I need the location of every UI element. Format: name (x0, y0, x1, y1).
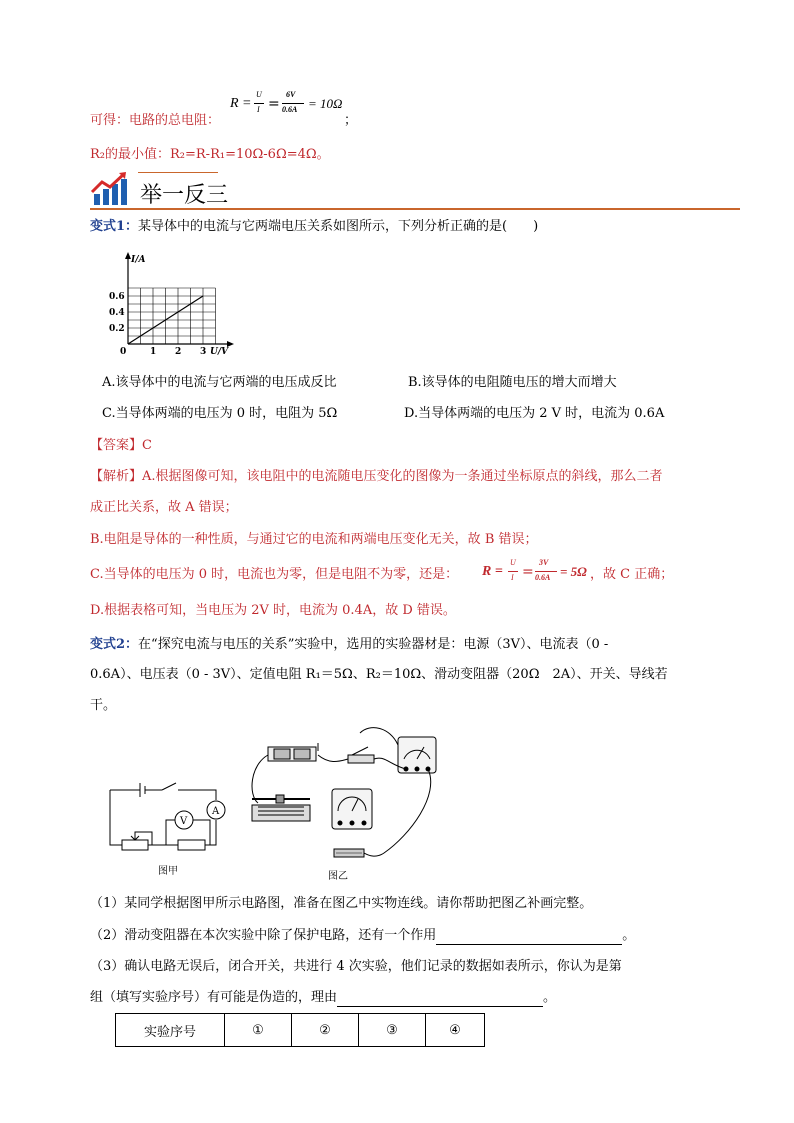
q2-label: 变式2： (90, 637, 139, 652)
q1-label: 变式1： (90, 219, 139, 234)
formula-den-06a: 0.6A (282, 105, 298, 114)
c-formula-r: R = (482, 564, 503, 579)
option-b: B.该导体的电阻随电压的增大而增大 (408, 375, 617, 390)
experiment-table (115, 1013, 485, 1047)
q2-sub1: （1）某同学根据图甲所示电路图，准备在图乙中实物连线。请你帮助把图乙补画完整。 (90, 896, 593, 911)
total-resistance-formula (230, 92, 350, 124)
conclusion-suffix: ； (344, 113, 358, 128)
q2-sub2-end: 。 (622, 928, 636, 943)
y-tick-0-2: 0.2 (109, 324, 125, 334)
frac-bar (535, 571, 557, 572)
answer-blank-3[interactable] (337, 1006, 543, 1007)
formula-den-i: I (257, 105, 260, 114)
c-den-i: I (511, 573, 514, 582)
q2-sub3-line1: （3）确认电路无误后，闭合开关，共进行 4 次实验，他们记录的数据如表所示，你认为是第 (90, 959, 622, 974)
formula-r: R = (230, 96, 252, 111)
table-row (116, 1014, 485, 1047)
apparatus-diagram (240, 725, 450, 885)
c-den-06a: 0.6A (535, 573, 551, 582)
y-tick-0-4: 0.4 (109, 308, 125, 318)
header-rule (90, 208, 740, 210)
analysis-d: D.根据表格可知，当电压为 2V 时，电流为 0.4A，故 D 错误。 (90, 603, 456, 618)
option-d: D.当导体两端的电压为 2 V 时，电流为 0.6A (404, 406, 665, 421)
total-resistance-label (90, 112, 220, 130)
y-tick-0-6: 0.6 (109, 292, 125, 302)
analysis-a-text: A.根据图像可知，该电阻中的电流随电压变化的图像为一条通过坐标原点的斜线，那么二者 (142, 469, 663, 484)
section-title: 举一反三 (140, 183, 229, 208)
fig-a-caption: 图甲 (158, 866, 178, 877)
ammeter-label: A (212, 806, 220, 817)
switch-blade (162, 783, 176, 790)
q2-sub3-text: 组（填写实验序号）有可能是伪造的，理由 (90, 990, 338, 1005)
switch (348, 755, 374, 763)
c-result: = 5Ω (560, 564, 587, 579)
r2-min-value: R₂的最小值：R₂=R-R₁=10Ω-6Ω=4Ω。 (90, 147, 330, 162)
header-rule-top (138, 172, 218, 173)
analysis-a-line2: 成正比关系，故 A 错误； (90, 500, 238, 515)
option-c: C.当导体两端的电压为 0 时，电阻为 5Ω (102, 406, 338, 421)
table-col-2: ② (292, 1014, 359, 1047)
table-col-3: ③ (359, 1014, 426, 1047)
frac-bar (282, 103, 304, 104)
answer: 【答案】C (90, 438, 152, 453)
analysis-b: B.电阻是导体的一种性质，与通过它的电流和两端电压变化无关，故 B 错误； (90, 532, 538, 547)
analysis-c-formula (482, 558, 587, 591)
q2-line1 (90, 636, 608, 654)
chart-logo-icon (90, 172, 130, 206)
x-tick-2: 2 (175, 347, 182, 357)
circuit-diagram (100, 770, 230, 880)
fig-b-caption: 图乙 (328, 871, 348, 882)
conclusion-prefix: 可得：电路的总电阻： (90, 113, 221, 128)
q2-sub2 (90, 927, 635, 945)
analysis-c-suffix: ，故 C 正确； (590, 567, 674, 582)
q2-line3: 干。 (90, 698, 117, 713)
formula-num-u: U (256, 90, 262, 99)
table-col-4: ④ (426, 1014, 485, 1047)
q2-line2: 0.6A）、电压表（0 - 3V）、定值电阻 R₁＝5Ω、R₂＝10Ω、滑动变阻器（20Ω 2A）、开关、导线若 (90, 667, 668, 682)
c-num-u: U (510, 558, 516, 567)
table-col-1: ① (225, 1014, 292, 1047)
option-a: A.该导体中的电流与它两端的电压成反比 (102, 375, 337, 390)
analysis-label: 【解析】 (90, 469, 143, 484)
formula-result: = 10Ω (308, 96, 343, 111)
c-num-3v: 3V (539, 558, 549, 567)
formula-num-6v: 6V (286, 90, 296, 99)
q2-sub2-text: （2）滑动变阻器在本次实验中除了保护电路，还有一个作用 (90, 928, 437, 943)
analysis-a-line1 (90, 468, 663, 486)
x-axis-label: U/V (210, 347, 229, 357)
q2-sub3-line2 (90, 989, 556, 1007)
c-eq: = (522, 564, 534, 580)
table-header-cell: 实验序号 (116, 1014, 225, 1047)
analysis-c: C.当导体的电压为 0 时，电流也为零，但是电阻不为零，还是： (90, 567, 459, 582)
x-tick-3: 3 (200, 347, 207, 357)
q2-line1-text: 在“探究电流与电压的关系”实验中，选用的实验器材是：电源（3V）、电流表（0 - (138, 637, 609, 652)
q1-stem-text: 某导体中的电流与它两端电压关系如图所示，下列分析正确的是( ) (138, 219, 539, 234)
y-axis-label: I/A (131, 255, 146, 265)
formula-eq: = (268, 96, 280, 112)
answer-blank-2[interactable] (436, 944, 622, 945)
frac-bar (254, 103, 264, 104)
voltmeter-label: V (180, 816, 188, 827)
x-tick-0: 0 (120, 347, 127, 357)
q1-stem (90, 218, 538, 236)
iu-chart (100, 250, 240, 360)
frac-bar (508, 571, 518, 572)
q2-sub3-end: 。 (543, 990, 557, 1005)
x-tick-1: 1 (150, 347, 157, 357)
